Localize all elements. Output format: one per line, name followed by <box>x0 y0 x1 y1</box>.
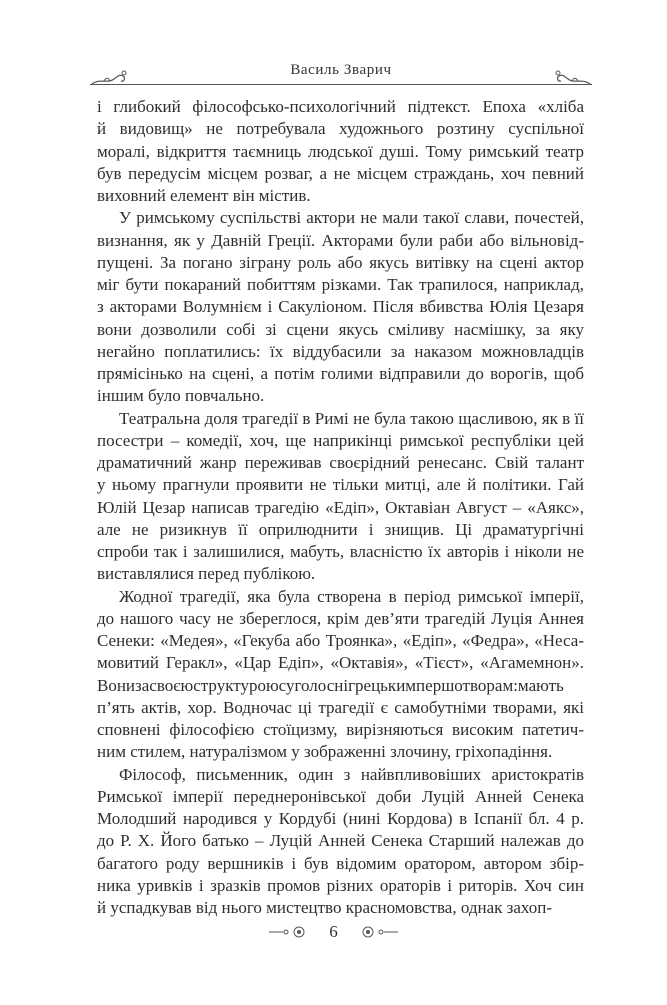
footer-ornament-left-icon <box>269 925 309 939</box>
paragraph <box>97 586 584 764</box>
text-line: визнання, як у Давній Греції. Акторами були раби або вільновід- <box>97 230 584 250</box>
text-line: Театральна доля трагедії в Римі не була такою щасливою, як в її <box>119 408 584 428</box>
text-line: багатого роду вершників і був відомим оратором, автором збір- <box>97 853 584 873</box>
page-number: 6 <box>329 922 338 941</box>
text-line: драматичний жанр переживав своєрідний ренесанс. Свій талант <box>97 453 584 472</box>
text-line: й успадкував від нього мистецтво красномовства, однак захоп- <box>97 898 553 917</box>
text-line: прямісінько на сцені, а потім голими відправили до ворогів, щоб <box>97 364 584 383</box>
text-line: ника уривків і зразків промов різних ораторів і риторів. Хоч син <box>97 875 584 895</box>
text-line: до Р. Х. Його батько – Луцій Анней Сенека Старший належав до <box>97 831 584 851</box>
text-line: виставлялися перед публікою. <box>97 564 316 584</box>
text-line: і глибокий філософсько-психологічний підтекст. Епоха «хліба <box>97 97 584 116</box>
text-line: був передусім місцем розваг, а не місцем страждань, хоч певний <box>97 163 584 183</box>
text-line: Юлій Цезар написав трагедію «Едіп», Октавіан Август – «Аякс», <box>97 497 584 517</box>
text-line: негайно поплатились: їх віддубасили за наказом можновладців <box>97 341 584 361</box>
text-line: міг бути покараний побиттям різками. Так трапилося, наприклад, <box>97 275 584 294</box>
paragraph <box>97 96 584 207</box>
paragraph <box>97 764 584 920</box>
text-line: до нашого часу не збереглося, крім дев’яти трагедій Луція Аннея <box>97 608 584 628</box>
text-line: Жодної трагедії, яка була створена в період римської імперії, <box>119 586 584 606</box>
text-line: пущені. За погано зіграну роль або якусь витівку на сцені актор <box>97 252 584 272</box>
page-footer <box>0 922 667 946</box>
text-line: Римської імперії переднеронівської доби Луцій Анней Сенека <box>97 786 584 806</box>
footer-ornament-right-icon <box>358 925 398 939</box>
body-text <box>97 96 584 919</box>
text-line: ним стилем, натуралізмом у зображенні злочину, гріхопадіння. <box>97 742 553 762</box>
header-author: Василь Зварич <box>290 62 392 78</box>
text-line: моралі, відкриття таємниць людської душі. Тому римський театр <box>97 141 584 161</box>
text-line: спроби так і залишилися, мабуть, власністю їх авторів і ніколи не <box>97 542 584 561</box>
text-line: сповнені філософією стоїцизму, вирізняються високим патетич- <box>97 720 584 739</box>
text-line: іншим було повчально. <box>97 386 265 406</box>
text-line: Молодший народився у Кордубі (нині Кордова) в Іспанії бл. 4 р. <box>97 809 584 828</box>
text-line: У римському суспільстві актори не мали такої слави, почестей, <box>119 208 584 228</box>
paragraph <box>97 207 584 407</box>
header-rule <box>90 84 592 85</box>
text-line: Філософ, письменник, один з найвпливовіших аристократів <box>119 764 584 784</box>
text-line: й видовищ» не потребувала художнього розтину суспільної <box>97 119 584 139</box>
paragraph <box>97 408 584 586</box>
text-line: п’ять актів, хор. Водночас ці трагедії є самобутніми творами, які <box>97 697 584 717</box>
text-line: Сенеки: «Медея», «Гекуба або Троянка», «Едіп», «Федра», «Неса- <box>97 631 584 650</box>
text-line: з акторами Волумнієм і Сакуліоном. Після вбивства Юлія Цезаря <box>97 297 584 317</box>
text-line: Вонизасвоєюструктуроюсуголоснігрецькимпершотворам:мають <box>97 675 564 695</box>
text-line: вони дозволили собі зі сцени якусь сміливу насмішку, за яку <box>97 319 584 339</box>
text-line: мовитий Геракл», «Цар Едіп», «Октавія», «Тієст», «Агамемнон». <box>97 653 584 673</box>
text-line: посестри – комедії, хоч, ще наприкінці римської республіки цей <box>97 430 584 450</box>
running-header <box>90 58 592 88</box>
text-line: у ньому прагнули проявити не тільки митці, але й політики. Гай <box>97 475 584 495</box>
text-line: але не ризикнув її оприлюднити і знищив. Ці драматургічні <box>97 519 584 539</box>
text-line: виховний елемент він містив. <box>97 186 311 205</box>
